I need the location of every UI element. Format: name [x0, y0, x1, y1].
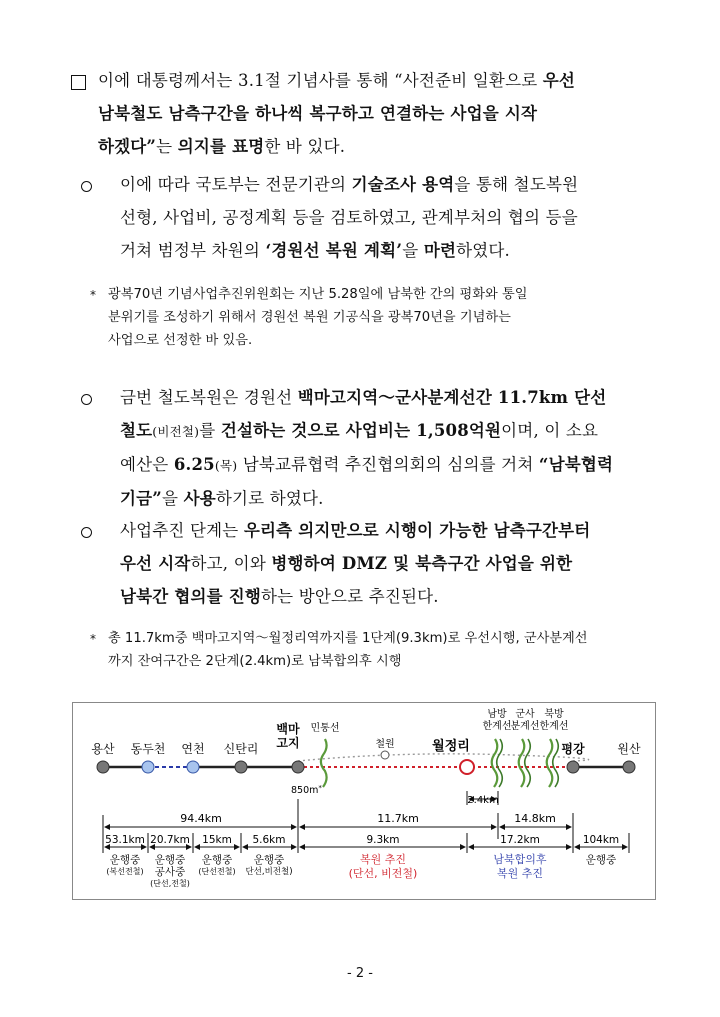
- p3-line-3: 예산은 6.25(목) 남북교류협력 추진협의회의 심의를 거쳐 “남북협력: [120, 455, 614, 474]
- status-2-a: 운행중: [154, 854, 186, 866]
- status-5-a: 복원 추진: [359, 853, 407, 866]
- status-6-a: 남북합의후: [493, 853, 547, 866]
- note-1-star: *: [90, 288, 96, 302]
- label-pyeonggang: 평강: [561, 742, 585, 756]
- label-baekma-2: 고지: [276, 736, 300, 750]
- circle-bullet-icon: [81, 181, 92, 192]
- label-elevation: 850m*: [291, 784, 322, 796]
- status-1-b: (복선전철): [106, 867, 144, 876]
- status-4-b: 단선,비전철): [245, 867, 293, 877]
- p1-line-1: 이에 대통령께서는 3.1절 기념사를 통해 “사전준비 일환으로 우선: [98, 71, 576, 90]
- label-baekma-1: 백마: [276, 722, 300, 736]
- label-104km: 104km: [582, 834, 620, 846]
- station-pyeonggang: [567, 761, 579, 773]
- square-bullet-icon: [71, 75, 86, 90]
- label-nambang-2: 한계선: [482, 721, 512, 732]
- railway-diagram-svg: [73, 703, 655, 899]
- label-nambang-1: 남방: [487, 709, 507, 720]
- station-woljeongri: [460, 760, 474, 774]
- label-wonsan: 원산: [617, 742, 641, 756]
- p1-line-2: 남북철도 남측구간을 하나씩 복구하고 연결하는 사업을 시작: [98, 104, 538, 123]
- label-53-1km: 53.1km: [105, 834, 145, 846]
- label-bukbang-1: 북방: [544, 709, 564, 720]
- label-yongsan: 용산: [91, 742, 115, 756]
- circle-bullet-icon: [81, 394, 92, 405]
- paragraph-4: [120, 514, 660, 613]
- gunsa-boundary: [519, 739, 525, 787]
- circle-bullet-icon: [81, 527, 92, 538]
- station-sintanri: [235, 761, 247, 773]
- status-6-b: 복원 추진: [496, 867, 544, 880]
- label-cheolwon: 철원: [375, 739, 395, 750]
- label-gunsa-1: 군사: [515, 709, 535, 720]
- station-baekmagoji: [292, 761, 304, 773]
- station-dongducheon: [142, 761, 154, 773]
- label-sintanri: 신탄리: [223, 742, 259, 756]
- station-wonsan: [623, 761, 635, 773]
- paragraph-1: [98, 64, 658, 163]
- status-7-a: 운행중: [585, 854, 617, 866]
- gunsa-boundary-2: [525, 739, 531, 787]
- bukbang-boundary: [547, 739, 553, 787]
- note-2-star: *: [90, 632, 96, 646]
- p3-line-4: 기금”을 사용하기로 하였다.: [120, 489, 324, 508]
- status-2-b: 공사중: [154, 866, 186, 878]
- status-2-c: (단선,전철): [150, 879, 190, 888]
- status-1-a: 운행중: [109, 854, 141, 866]
- paragraph-2: [120, 168, 660, 267]
- status-5-b: (단선, 비전철): [348, 867, 418, 880]
- station-yeoncheon: [187, 761, 199, 773]
- label-11-7km: 11.7km: [377, 812, 419, 825]
- bukbang-boundary-2: [553, 739, 559, 787]
- note-1: 광복70년 기념사업추진위원회는 지난 5.28일에 남북한 간의 평화와 통일 분위기를 조성하기 위해서 경원선 복원 기공식을 광복70년을 기념하는 사업으로 선정한 바 있음.: [108, 287, 528, 348]
- status-3-a: 운행중: [201, 854, 233, 866]
- label-mintongseon: 민통선: [310, 723, 340, 734]
- label-9-3km: 9.3km: [366, 834, 400, 846]
- p3-line-2: 철도(비전철)를 건설하는 것으로 사업비는 1,508억원이며, 이 소요: [120, 421, 599, 440]
- label-17-2km: 17.2km: [500, 834, 540, 846]
- status-4-a: 운행중: [253, 854, 285, 866]
- label-15km: 15km: [202, 834, 232, 846]
- label-20-7km: 20.7km: [150, 834, 190, 846]
- existing-track-line: [298, 754, 589, 761]
- label-bukbang-2: 한계선: [539, 721, 569, 732]
- p4-line-2: 우선 시작하고, 이와 병행하여 DMZ 및 북측구간 사업을 위한: [120, 554, 573, 573]
- railway-route-diagram: [72, 702, 656, 900]
- station-yongsan: [97, 761, 109, 773]
- label-5-6km: 5.6km: [252, 834, 286, 846]
- p1-line-3: 하겠다”는 의지를 표명한 바 있다.: [98, 137, 346, 156]
- label-dongducheon: 동두천: [130, 742, 166, 756]
- mintongseon-boundary: [321, 739, 327, 787]
- page-number: - 2 -: [347, 966, 373, 981]
- station-cheolwon: [381, 751, 389, 759]
- p4-line-3: 남북간 협의를 진행하는 방안으로 추진된다.: [120, 587, 439, 606]
- note-2: 총 11.7km중 백마고지역～월정리역까지를 1단계(9.3km)로 우선시행, 군사분계선 까지 잔여구간은 2단계(2.4km)로 남북합의후 시행: [108, 631, 588, 669]
- label-woljeongri: 월정리: [432, 739, 470, 754]
- label-94-4km: 94.4km: [180, 812, 222, 825]
- status-3-b: (단선전철): [198, 867, 236, 876]
- label-yeoncheon: 연천: [181, 742, 205, 756]
- p4-line-1: 사업추진 단계는 우리측 의지만으로 시행이 가능한 남측구간부터: [120, 521, 591, 540]
- label-gunsa-2: 분계선: [510, 721, 540, 732]
- label-14-8km: 14.8km: [514, 812, 556, 825]
- p2-line-3: 거쳐 범정부 차원의 ‘경원선 복원 계획’을 마련하였다.: [120, 241, 510, 260]
- p2-line-2: 선형, 사업비, 공정계획 등을 검토하였고, 관계부처의 협의 등을: [120, 208, 578, 227]
- p3-line-1: 금번 철도복원은 경원선 백마고지역～군사분계선간 11.7km 단선: [120, 388, 607, 407]
- label-2-4km: 2.4km: [467, 795, 499, 806]
- paragraph-3: [120, 381, 660, 515]
- p2-line-1: 이에 따라 국토부는 전문기관의 기술조사 용역을 통해 철도복원: [120, 175, 579, 194]
